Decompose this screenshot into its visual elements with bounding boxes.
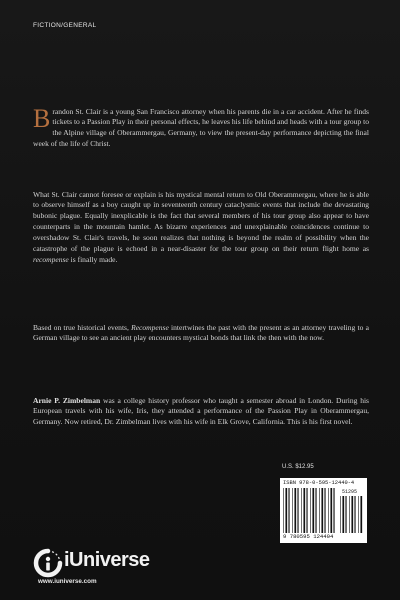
isbn-label: ISBN 978-0-595-12440-4: [283, 480, 355, 486]
addon-barcode-icon: [340, 496, 364, 533]
publisher-name: iUniverse: [64, 549, 150, 571]
synopsis-paragraph-1: [33, 103, 369, 150]
barcode-bar: [288, 488, 289, 533]
barcode-bar: [330, 488, 332, 533]
author-bio-text: was a college history professor who taught a semester abroad in London. During his European travels with his wife, Iris, they attended a performance of the Passion Play in Oberammergau, Germany. Now retired, Dr. Zimbelman lives with his wife in Elk Grove, California. This is his first novel.: [33, 395, 369, 427]
iuniverse-logo-icon: [33, 548, 63, 578]
barcode-bar: [349, 496, 350, 533]
barcode-icon: [283, 488, 337, 533]
barcode: [280, 478, 367, 543]
barcode-bar: [312, 488, 314, 533]
barcode-bar: [324, 488, 325, 533]
barcode-bar: [340, 496, 341, 533]
synopsis-paragraph-1-text: randon St. Clair is a young San Francisco attorney when his parents die in a car accident. After he finds tickets to a Passion Play in their personal effects, he leaves his life behind and heads with a tour group to the Alpine village of Oberammergau, Germany, to view the present-day performance depicting the final week of the life of Christ.: [33, 106, 369, 149]
synopsis-paragraph-3: [33, 323, 369, 345]
genre-label: FICTION/GENERAL: [33, 22, 97, 29]
synopsis-paragraph-2-text: What St. Clair cannot foresee or explain is his mystical mental return to Old Oberammergau, where he is able to observe himself as a boy caught up in seventeenth century cataclysmic events that include the devastating bubonic plague. Equally inexplicable is the fact that several members of his tour group also appear to have counterparts in the mountain hamlet. As bizarre experiences and unexplainable coincidences continue to overshadow St. Clair's travels, he soon realizes that nothing is beyond the realm of possibility when the catastrophe of the plague is echoed in a near-disaster for the tour group on their return flight home as: [33, 189, 369, 253]
barcode-bar: [285, 488, 287, 533]
barcode-bar: [354, 496, 355, 533]
synopsis-paragraph-2-end: is finally made.: [68, 254, 118, 264]
synopsis-paragraph-3-start: Based on true historical events,: [33, 322, 132, 332]
barcode-bar: [283, 488, 284, 533]
barcode-bar: [297, 488, 298, 533]
barcode-bar: [342, 496, 344, 533]
barcode-bar: [315, 488, 316, 533]
synopsis-paragraph-2: [33, 190, 369, 266]
barcode-bar: [360, 496, 362, 533]
ean-digits: 9 780595 124404: [283, 533, 334, 540]
book-title-inline: recompense: [33, 254, 69, 264]
barcode-bar: [345, 496, 346, 533]
drop-cap: B: [33, 103, 51, 133]
barcode-bar: [333, 488, 334, 533]
barcode-bar: [301, 488, 302, 533]
barcode-bar: [292, 488, 293, 533]
price-addon-digits: 51295: [342, 489, 358, 495]
barcode-bar: [310, 488, 311, 533]
author-bio: [33, 396, 369, 429]
barcode-bar: [358, 496, 359, 533]
barcode-bar: [303, 488, 305, 533]
barcode-bar: [306, 488, 307, 533]
barcode-bar: [328, 488, 329, 533]
barcode-bar: [294, 488, 296, 533]
synopsis-paragraph-3-text: intertwines the past with the present as an attorney traveling to a German village to see an ancient play encounters mystical bonds that link the then with the now.: [33, 322, 369, 343]
price-label: U.S. $12.95: [282, 464, 314, 470]
barcode-bar: [351, 496, 353, 533]
book-title-inline: Recompense: [131, 322, 169, 332]
publisher-url[interactable]: www.iuniverse.com: [38, 578, 97, 585]
publisher-logo[interactable]: [33, 548, 173, 588]
author-name: Arnie P. Zimbelman: [33, 395, 101, 405]
barcode-bar: [321, 488, 323, 533]
barcode-bar: [319, 488, 320, 533]
